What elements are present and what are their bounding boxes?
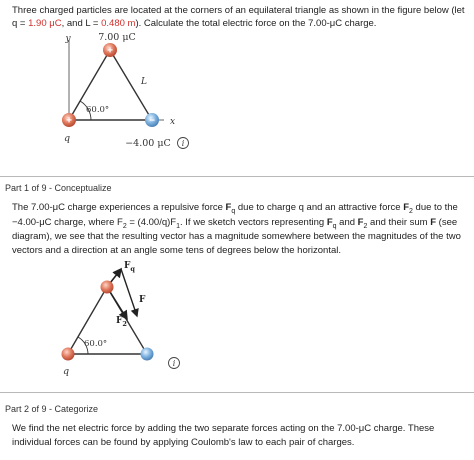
problem-rest: ). Calculate the total electric force on the 7.00-μC charge. <box>135 18 377 29</box>
vector-f2-label: $F_2$ <box>116 316 127 328</box>
equilateral-triangle <box>69 50 152 120</box>
triangle-figure-1 <box>0 0 474 170</box>
svg-text:i: i <box>181 139 185 148</box>
part2-line-1: We find the net electric force by adding the two separate forces acting on the 7.00-μC charge. These <box>12 423 435 434</box>
problem-line-1: Three charged particles are located at the corners of an equilateral triangle as shown in the figure below (let <box>12 5 465 16</box>
right-charge-label: −4.00 μC <box>125 138 171 149</box>
left-charge-sign: + <box>66 115 72 127</box>
right-charge-2 <box>141 348 154 361</box>
q-value: 1.90 μC <box>28 18 62 29</box>
part1-line-4: vectors and a direction at an angle some tens of degrees below the horizontal. <box>12 245 342 256</box>
angle-label: 60.0° <box>86 105 110 115</box>
l-label: , and L = <box>61 18 102 29</box>
y-axis-label: y <box>65 34 71 44</box>
vector-fq-label: $F_q$ <box>124 261 135 273</box>
part1-line-3: diagram), we see that the resulting vector has a magnitude somewhere between the magnitudes of the two <box>12 231 461 242</box>
angle-label-2: 60.0° <box>84 339 108 349</box>
section-divider-1 <box>0 176 474 177</box>
part2-heading: Part 2 of 9 - Categorize <box>5 404 99 414</box>
x-axis-label: x <box>170 117 176 127</box>
part2-line-2: individual forces can be found by applying Coulomb's law to each pair of charges. <box>12 437 355 448</box>
svg-text:i: i <box>172 359 176 368</box>
top-charge-2 <box>101 281 114 294</box>
top-charge-sign: + <box>107 45 113 57</box>
part1-line-1: The 7.00-μC charge experiences a repulsive force $F_q$ due to charge q and an attractive force $F_2$ due to the <box>12 202 458 215</box>
l-value: 0.480 m <box>101 18 136 29</box>
side-label-L: L <box>141 77 147 87</box>
vector-f <box>121 269 137 316</box>
right-charge-sign: − <box>149 115 155 127</box>
part1-line-2: −4.00-μC charge, where $F_2 = (4.00/q)F_1$. If we sketch vectors representing $F_q$ and $F_2$ and their sum F (see <box>12 217 458 230</box>
top-charge-label: 7.00 μC <box>98 32 136 43</box>
left-charge-label-2: q <box>62 366 70 377</box>
info-icon-2[interactable] <box>169 358 180 369</box>
part1-heading: Part 1 of 9 - Conceptualize <box>5 183 112 193</box>
section-divider-2 <box>0 392 474 393</box>
info-icon[interactable] <box>178 138 189 149</box>
q-label: q = <box>12 18 29 29</box>
triangle-2 <box>68 287 147 354</box>
vector-figure-2 <box>0 250 474 380</box>
left-charge-label: q <box>63 133 71 144</box>
vector-f-label: F <box>139 295 146 305</box>
left-charge-2 <box>62 348 75 361</box>
